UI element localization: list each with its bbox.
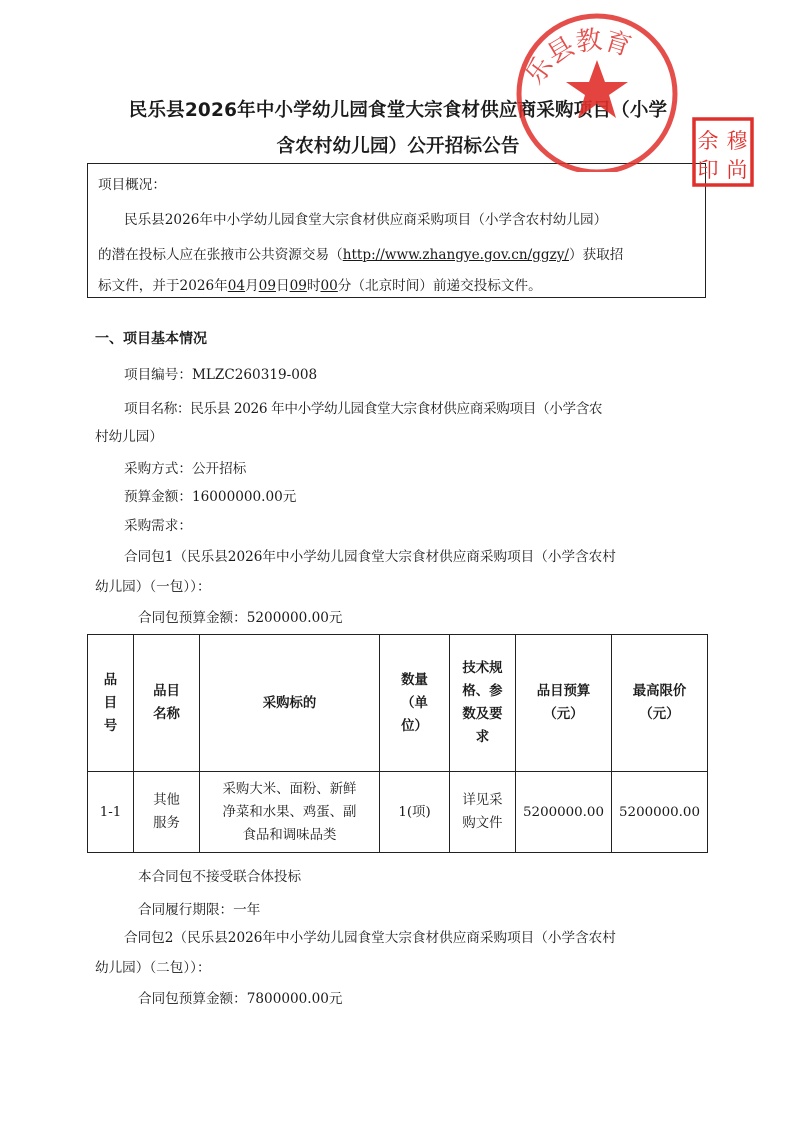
seal-char: 印 [697,158,719,182]
overview-text: 标文件，并于2026年 [98,278,228,294]
no-consortium-note: 本合同包不接受联合体投标 [138,869,302,885]
seal-char: 穆 [726,129,748,153]
overview-text: 分（北京时间）前递交投标文件。 [337,278,542,294]
table-header-row [88,635,708,772]
package1-budget: 合同包预算金额：5200000.00元 [138,610,343,626]
cell-text: 其他 服务 [153,793,180,831]
overview-paragraph-line3 [98,272,542,300]
procurement-demand: 采购需求： [124,518,192,534]
deadline-hour: 09 [289,278,307,294]
overview-text: 时 [306,278,321,294]
official-stamp [512,2,682,172]
header-quantity [380,635,450,772]
header-text: 数量 （单 位） [401,672,428,734]
header-subject [200,635,380,772]
document-title-line1: 民乐县2026年中小学幼儿园食堂大宗食材供应商采购项目（小学 [128,100,668,121]
overview-text: 日 [275,278,290,294]
cell-quantity [380,772,450,853]
table-row [88,772,708,853]
cell-specs [450,772,516,853]
package2-line2: 幼儿园）（二包））： [95,960,211,976]
package2-line1: 合同包2（民乐县2026年中小学幼儿园食堂大宗食材供应商采购项目（小学含农村 [124,930,616,946]
overview-paragraph-line2 [98,241,623,269]
header-text: 品目 名称 [153,684,180,722]
project-name-line2: 村幼儿园） [95,429,163,445]
header-item-no [88,635,134,772]
header-text: 技术规 格、参 数及要 求 [462,661,503,745]
deadline-minute: 00 [320,278,338,294]
cell-max-price [612,772,708,853]
package1-line1: 合同包1（民乐县2026年中小学幼儿园食堂大宗食材供应商采购项目（小学含农村 [124,549,616,565]
cell-text: 5200000.00 [619,804,700,820]
overview-text: 月 [245,278,259,294]
header-max-price [612,635,708,772]
overview-paragraph-line1: 民乐县2026年中小学幼儿园食堂大宗食材供应商采购项目（小学含农村幼儿园） [124,212,608,228]
stamp-text: 乐县教育 [519,25,635,91]
personal-seal [692,117,754,187]
project-number: 项目编号：MLZC260319-008 [124,367,318,383]
package1-line2: 幼儿园）（一包））： [95,579,211,595]
seal-char: 尚 [726,158,748,182]
project-name-line1: 项目名称：民乐县 2026 年中小学幼儿园食堂大宗食材供应商采购项目（小学含农 [124,401,603,417]
header-item-name [134,635,200,772]
header-text: 品 目 号 [103,672,118,734]
overview-text: ）获取招 [569,247,624,263]
overview-label: 项目概况： [98,177,166,193]
cell-item-no [88,772,134,853]
cell-text: 详见采 购文件 [462,793,503,831]
contract-term: 合同履行期限：一年 [138,902,261,918]
cell-text: 采购大米、面粉、新鲜 净菜和水果、鸡蛋、副 食品和调味品类 [222,781,357,843]
section-heading: 一、项目基本情况 [95,331,207,347]
stamp-star-icon [566,60,628,118]
header-text: 品目预算 （元） [536,684,591,722]
cell-text: 1-1 [99,804,122,820]
budget-amount: 预算金额：16000000.00元 [124,489,297,505]
items-table [87,634,708,853]
header-specs [450,635,516,772]
procurement-method: 采购方式：公开招标 [124,461,247,477]
document-title-line2: 含农村幼儿园）公开招标公告 [276,136,520,157]
deadline-month: 04 [227,278,246,294]
seal-char: 余 [697,129,719,153]
cell-text: 5200000.00 [523,804,604,820]
header-text: 最高限价 （元） [632,684,687,722]
cell-item-name [134,772,200,853]
header-item-budget [516,635,612,772]
overview-text: 的潜在投标人应在张掖市公共资源交易（ [98,247,343,263]
cell-item-budget [516,772,612,853]
header-text: 采购标的 [262,695,317,711]
package2-budget: 合同包预算金额：7800000.00元 [138,991,343,1007]
deadline-day: 09 [258,278,276,294]
cell-text: 1(项) [398,804,431,820]
overview-url-link[interactable]: http://www.zhangye.gov.cn/ggzy/ [342,247,569,263]
cell-subject [200,772,380,853]
